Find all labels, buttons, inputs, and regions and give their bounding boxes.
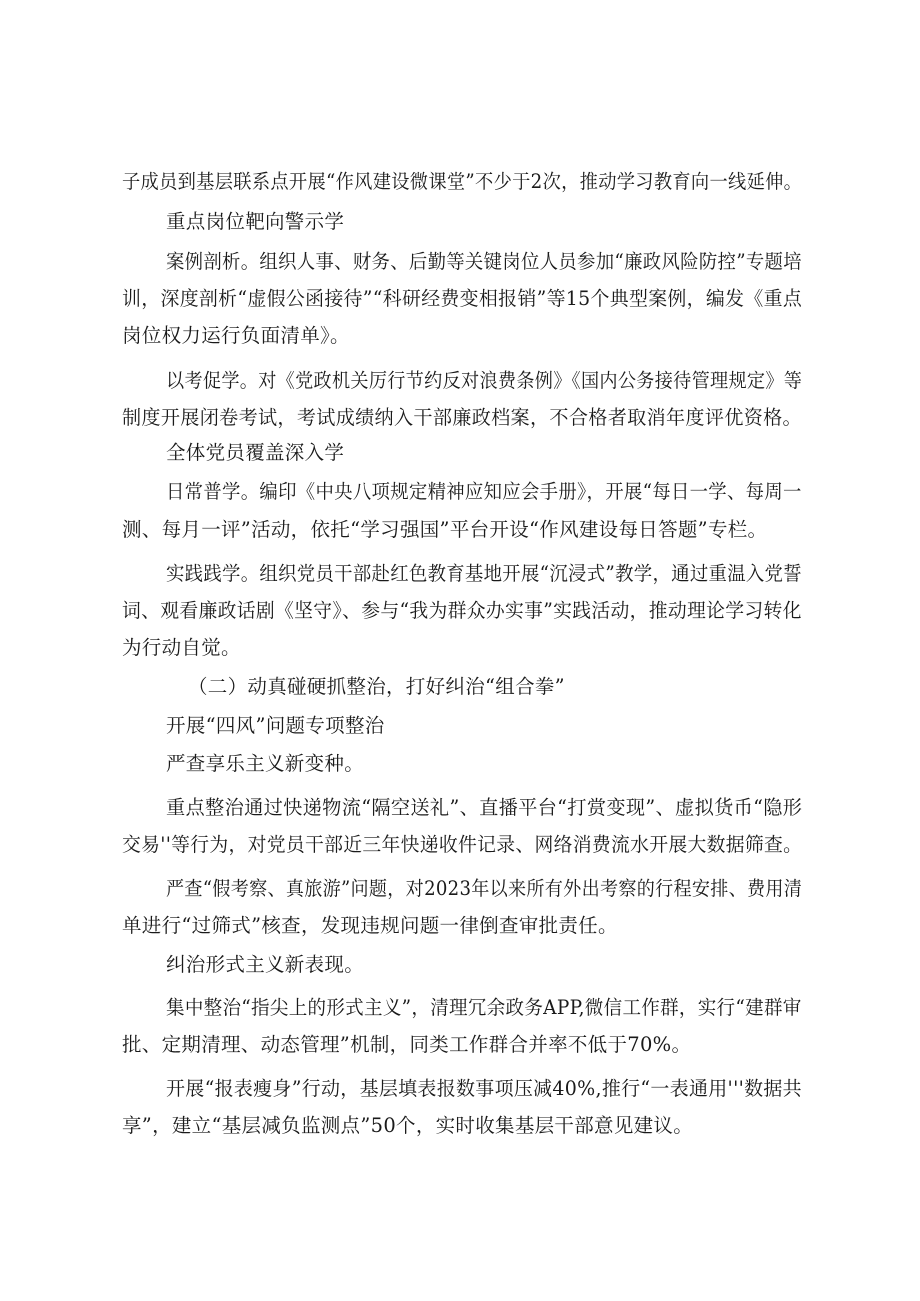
paragraph-line: 集中整治“指尖上的形式主义”，清理冗余政务APP,微信工作群，实行“建群审 [166,996,802,1019]
paragraph-line: 测、每月一评”活动，依托“学习强国”平台开设“作风建设每日答题”专栏。 [122,518,768,541]
paragraph-line: 子成员到基层联系点开展“作风建设微课堂”不少于2次，推动学习教育向一线延伸。 [122,170,803,193]
paragraph-line: 单进行“过筛式”核查，发现违规问题一律倒查审批责任。 [122,914,618,937]
paragraph-line: 重点整治通过快递物流“隔空送礼”、直播平台“打赏变现”、虚拟货币“隐形 [166,796,803,819]
paragraph-line: 制度开展闭卷考试，考试成绩纳入干部廉政档案，不合格者取消年度评优资格。 [122,406,802,429]
paragraph-line: 为行动自觉。 [122,636,241,659]
paragraph-line: 岗位权力运行负面清单》。 [122,324,350,347]
subheading-hedonism: 严查享乐主义新变种。 [166,752,365,775]
paragraph-line: 词、观看廉政话剧《坚守》、参与“我为群众办实事”实践活动，推动理论学习转化 [122,599,802,622]
paragraph-line: 以考促学。对《党政机关厉行节约反对浪费条例》《国内公务接待管理规定》等 [166,369,803,392]
paragraph-line: 日常普学。编印《中央八项规定精神应知应会手册》，开展“每日一学、每周一 [166,480,802,503]
section-heading-rectification: （二）动真碰硬抓整治，打好纠治“组合拳” [188,675,565,698]
paragraph-line: 批、定期清理、动态管理”机制，同类工作群合并率不低于70%。 [122,1033,692,1056]
paragraph-line: 严查“假考察、真旅游”问题，对2023年以来所有外出考察的行程安排、费用清 [166,877,803,900]
subheading-key-positions: 重点岗位靶向警示学 [166,210,345,233]
subheading-all-members: 全体党员覆盖深入学 [166,441,345,464]
subheading-four-winds: 开展“四风”问题专项整治 [166,714,385,737]
paragraph-line: 享”，建立“基层减负监测点”50个，实时收集基层干部意见建议。 [122,1114,694,1137]
paragraph-line: 交易''等行为，对党员干部近三年快递收件记录、网络消费流水开展大数据筛查。 [122,833,803,856]
subheading-formalism: 纠治形式主义新表现。 [166,953,365,976]
paragraph-line: 开展“报表瘦身”行动，基层填表报数事项压减40%,推行“一表通用'''数据共 [166,1077,802,1100]
paragraph-line: 案例剖析。组织人事、财务、后勤等关键岗位人员参加“廉政风险防控”专题培 [166,250,802,273]
paragraph-line: 训，深度剖析“虚假公函接待”“科研经费变相报销”等15个典型案例，编发《重点 [122,287,803,310]
paragraph-line: 实践践学。组织党员干部赴红色教育基地开展“沉浸式”教学，通过重温入党誓 [166,562,802,585]
